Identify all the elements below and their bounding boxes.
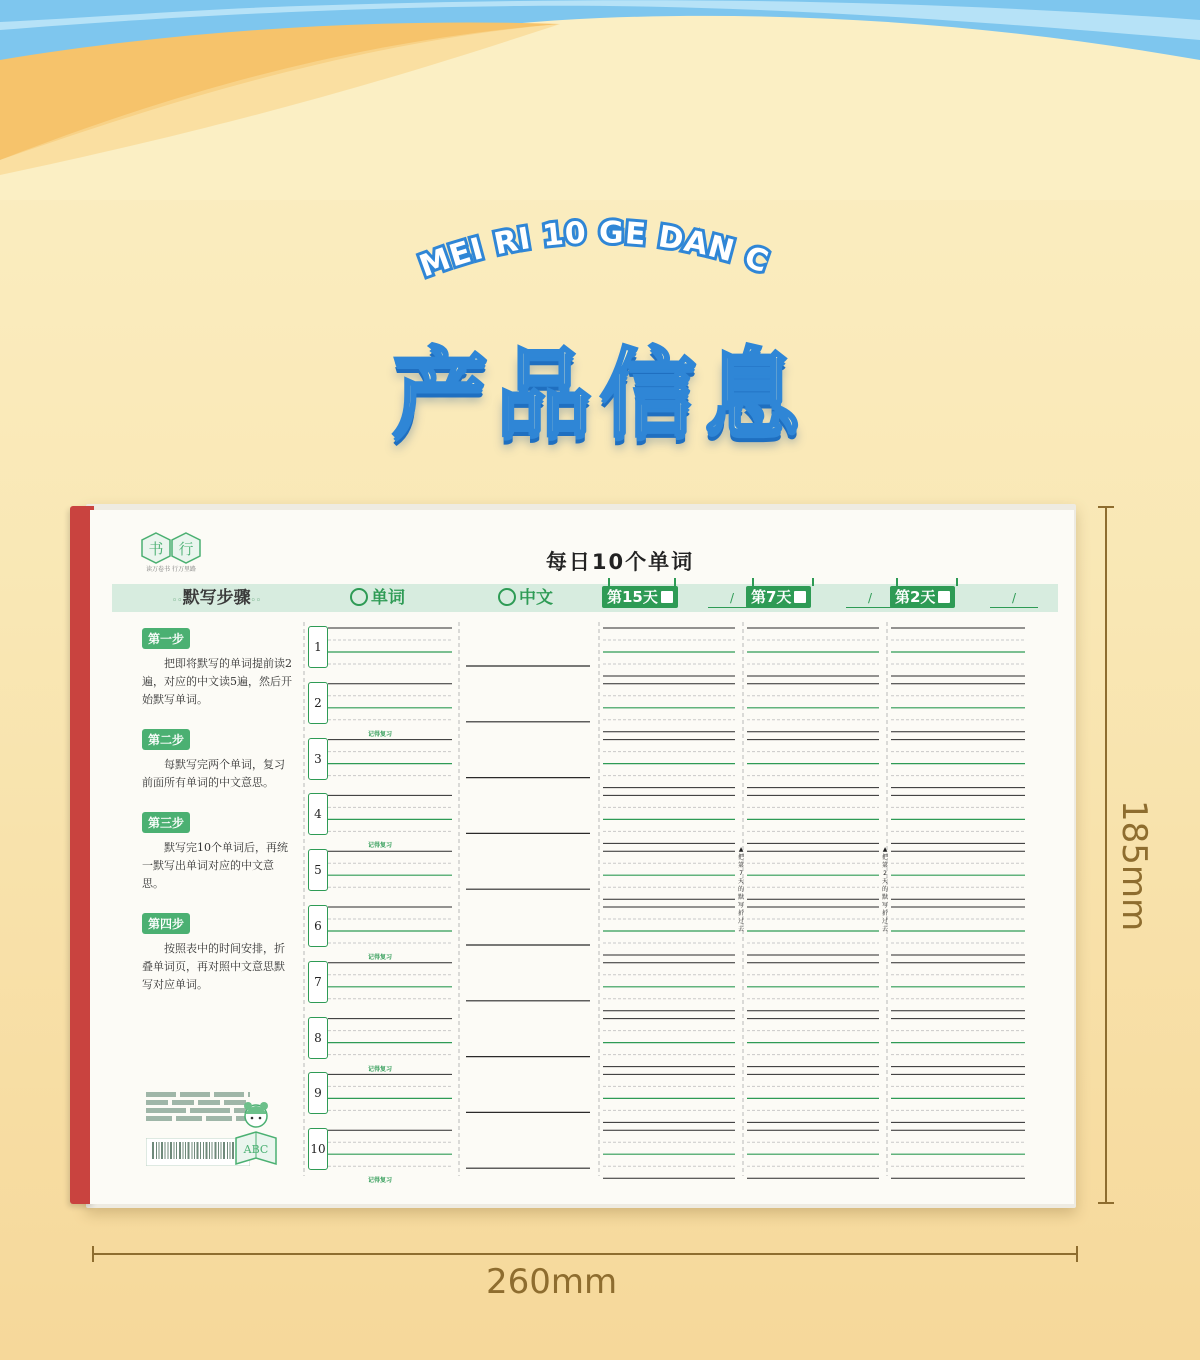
svg-text:ABC: ABC xyxy=(243,1143,269,1156)
pen-icon xyxy=(350,588,368,606)
workbook-page xyxy=(90,510,1074,1204)
brand-logo-icon xyxy=(140,532,202,564)
checkbox-icon xyxy=(794,591,806,603)
barcode-bar xyxy=(227,1142,228,1159)
step-tag: 第一步 xyxy=(142,628,190,649)
barcode-bar xyxy=(156,1142,157,1159)
word-column-label: 单词 xyxy=(371,588,405,608)
width-label: 260mm xyxy=(486,1262,618,1302)
column-header-band xyxy=(112,584,1058,612)
row-number: 4 xyxy=(308,793,328,835)
review-label: 记得复习 xyxy=(368,730,393,738)
fold-note-day2: ▲把第2天的默写折过去 xyxy=(881,846,888,933)
step-text: 每默写完两个单词，复习前面所有单词的中文意思。 xyxy=(142,758,285,789)
svg-text:行: 行 xyxy=(178,540,194,558)
pin-mark xyxy=(608,578,610,586)
day2-header xyxy=(890,586,1017,610)
step-tag: 第三步 xyxy=(142,812,190,833)
barcode-bar xyxy=(223,1142,225,1159)
pin-mark xyxy=(956,578,958,586)
step-text: 默写完10个单词后，再统一默写出单词对应的中文意思。 xyxy=(142,841,288,890)
barcode-bar xyxy=(183,1142,184,1159)
barcode-bar xyxy=(209,1142,210,1159)
review-label: 记得复习 xyxy=(368,954,393,961)
word-column-header xyxy=(350,584,405,612)
barcode-bar xyxy=(218,1142,219,1159)
date-field: / xyxy=(846,588,894,608)
checkbox-icon xyxy=(938,591,950,603)
row-number: 6 xyxy=(308,905,328,947)
barcode-bar xyxy=(152,1142,154,1159)
barcode-bar xyxy=(170,1142,172,1159)
barcode-bar xyxy=(192,1142,193,1159)
barcode-bar xyxy=(161,1142,163,1159)
svg-text:书: 书 xyxy=(148,540,164,558)
barcode-bar xyxy=(206,1142,208,1159)
svg-text:MEI RI 10 GE DAN CI xyxy=(400,200,773,285)
barcode-bar xyxy=(179,1142,181,1159)
barcode-bar xyxy=(185,1142,186,1159)
row-number: 2 xyxy=(308,682,328,724)
fold-note-day7: ▲把第7天的默写折过去 xyxy=(737,846,744,933)
ornament-icon: ◦◦ xyxy=(172,596,183,606)
workbook-title: 每日10个单词 xyxy=(545,550,695,574)
row-number: 9 xyxy=(308,1072,328,1114)
day15-header xyxy=(602,586,735,610)
step-text: 按照表中的时间安排，折叠单词页，再对照中文意思默写对应单词。 xyxy=(142,942,285,991)
ornament-icon: ◦◦ xyxy=(250,596,262,606)
review-label: 记得复习 xyxy=(368,1177,393,1185)
step-item xyxy=(142,812,292,893)
row-number: 10 xyxy=(308,1128,328,1170)
background-sky xyxy=(0,0,1200,200)
row-number: 5 xyxy=(308,849,328,891)
height-dimension-line xyxy=(1098,506,1114,1204)
barcode-bar xyxy=(188,1142,190,1159)
review-label: 记得复习 xyxy=(368,842,393,850)
pin-mark xyxy=(752,578,754,586)
barcode-bar xyxy=(212,1142,213,1159)
date-field: / xyxy=(708,588,756,608)
steps-header xyxy=(172,584,261,612)
barcode-bar xyxy=(165,1142,166,1159)
barcode-bar xyxy=(221,1142,222,1159)
day7-header xyxy=(746,586,873,610)
mascot-reading-icon xyxy=(230,1098,282,1170)
page-title: 产品信息 xyxy=(392,338,808,450)
chinese-column-header xyxy=(498,584,553,612)
barcode-bar xyxy=(215,1142,217,1159)
brand-logo xyxy=(136,532,206,573)
row-number: 7 xyxy=(308,961,328,1003)
pin-mark xyxy=(896,578,898,586)
step-item xyxy=(142,913,292,994)
barcode-bar xyxy=(168,1142,169,1159)
review-label: 记得复习 xyxy=(368,1065,393,1073)
height-label: 185mm xyxy=(1114,800,1154,932)
barcode-bar xyxy=(159,1142,160,1159)
day7-label: 第7天 xyxy=(751,588,792,606)
arc-subtitle-text: MEI RI 10 GE DAN C xyxy=(415,215,774,285)
brand-slogan: 读万卷书 行万里路 xyxy=(146,566,196,573)
arc-subtitle xyxy=(400,200,800,290)
pin-mark xyxy=(812,578,814,586)
barcode-bar xyxy=(197,1142,199,1159)
pin-mark xyxy=(674,578,676,586)
barcode-bar xyxy=(200,1142,201,1159)
barcode-bar xyxy=(176,1142,177,1159)
row-number: 3 xyxy=(308,738,328,780)
steps-panel xyxy=(142,628,292,1014)
step-tag: 第二步 xyxy=(142,729,190,750)
step-tag: 第四步 xyxy=(142,913,190,934)
step-text: 把即将默写的单词提前读2遍，对应的中文读5遍，然后开始默写单词。 xyxy=(142,657,292,706)
row-number: 1 xyxy=(308,626,328,668)
barcode-bar xyxy=(174,1142,175,1159)
steps-header-label: 默写步骤 xyxy=(182,588,251,608)
checkbox-icon xyxy=(661,591,673,603)
step-item xyxy=(142,628,292,709)
barcode-bar xyxy=(194,1142,195,1159)
book-icon xyxy=(498,588,516,606)
barcode-bar xyxy=(203,1142,204,1159)
date-field: / xyxy=(990,588,1038,608)
day15-label: 第15天 xyxy=(607,588,658,606)
day2-label: 第2天 xyxy=(895,588,936,606)
width-dimension-line xyxy=(92,1246,1078,1262)
chinese-column-label: 中文 xyxy=(519,588,553,608)
row-number: 8 xyxy=(308,1017,328,1059)
step-item xyxy=(142,729,292,792)
